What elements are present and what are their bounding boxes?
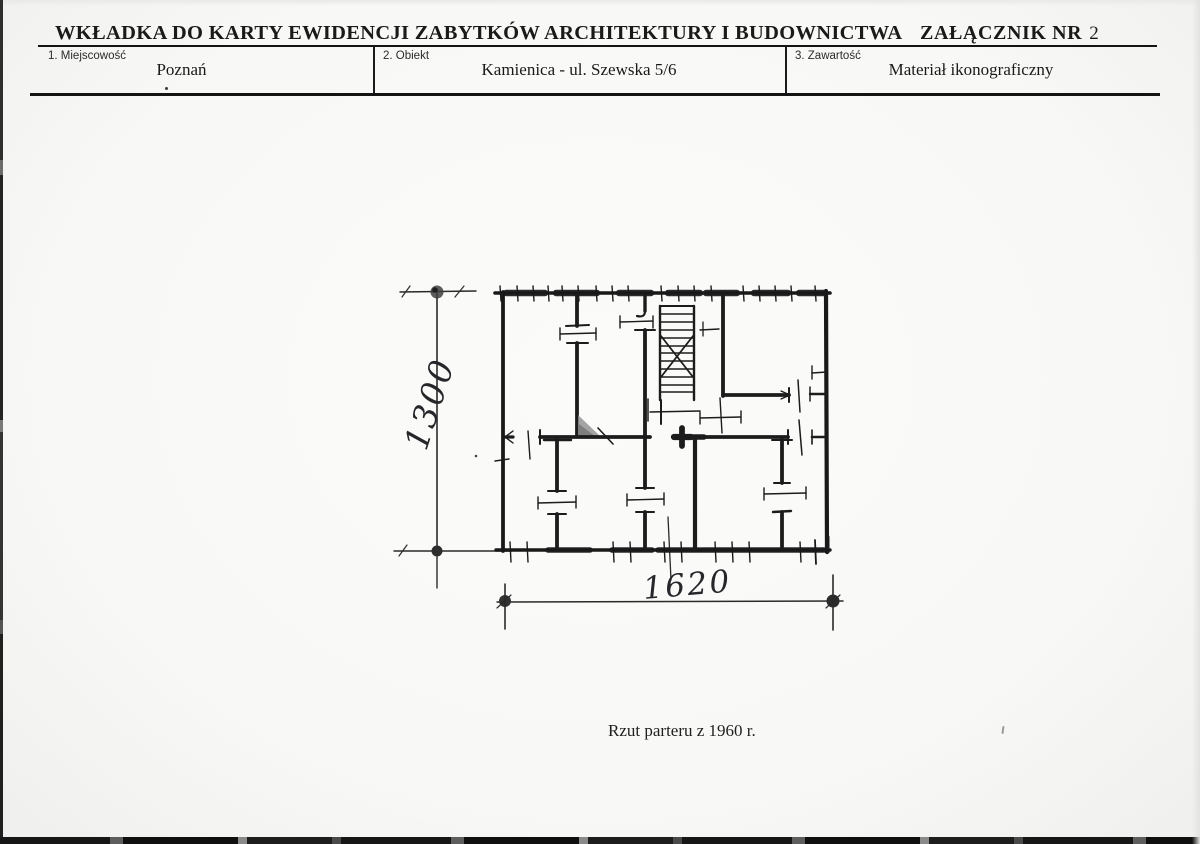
drawing-caption: Rzut parteru z 1960 r. — [608, 721, 756, 740]
scan-speck — [165, 87, 168, 90]
field-value-obiekt: Kamienica - ul. Szewska 5/6 — [481, 60, 677, 79]
field-value-miejscowosc: Poznań — [156, 60, 207, 79]
scan-speck — [1001, 726, 1004, 734]
header-rule-top — [38, 45, 1157, 47]
dimension-text-1300: 1300 — [396, 353, 463, 455]
dimension-text-1620: 1620 — [641, 563, 734, 607]
scan-speck — [475, 455, 478, 458]
field-label-miejscowosc: 1. Miejscowość — [48, 50, 126, 62]
floor-plan-drawing — [380, 258, 892, 640]
header-rule-bottom — [30, 93, 1160, 96]
page-title: WKŁADKA DO KARTY EWIDENCJI ZABYTKÓW ARCHITEKTURY I BUDOWNICTWA — [55, 22, 903, 44]
attachment-heading — [920, 22, 1099, 45]
scan-edge-right — [1192, 0, 1200, 844]
field-label-obiekt: 2. Obiekt — [383, 50, 430, 62]
dimension-lines — [394, 286, 843, 631]
scan-edge-left — [0, 0, 3, 844]
scan-edge-bottom — [0, 837, 1200, 844]
attachment-label: ZAŁĄCZNIK NR — [920, 22, 1083, 44]
outer-walls — [495, 286, 830, 564]
field-value-zawartosc: Materiał ikonograficzny — [888, 60, 1054, 79]
interior-walls — [495, 295, 827, 549]
scan-edge-top — [0, 0, 1200, 6]
field-label-zawartosc: 3. Zawartość — [795, 50, 861, 62]
attachment-number: 2 — [1089, 23, 1100, 44]
